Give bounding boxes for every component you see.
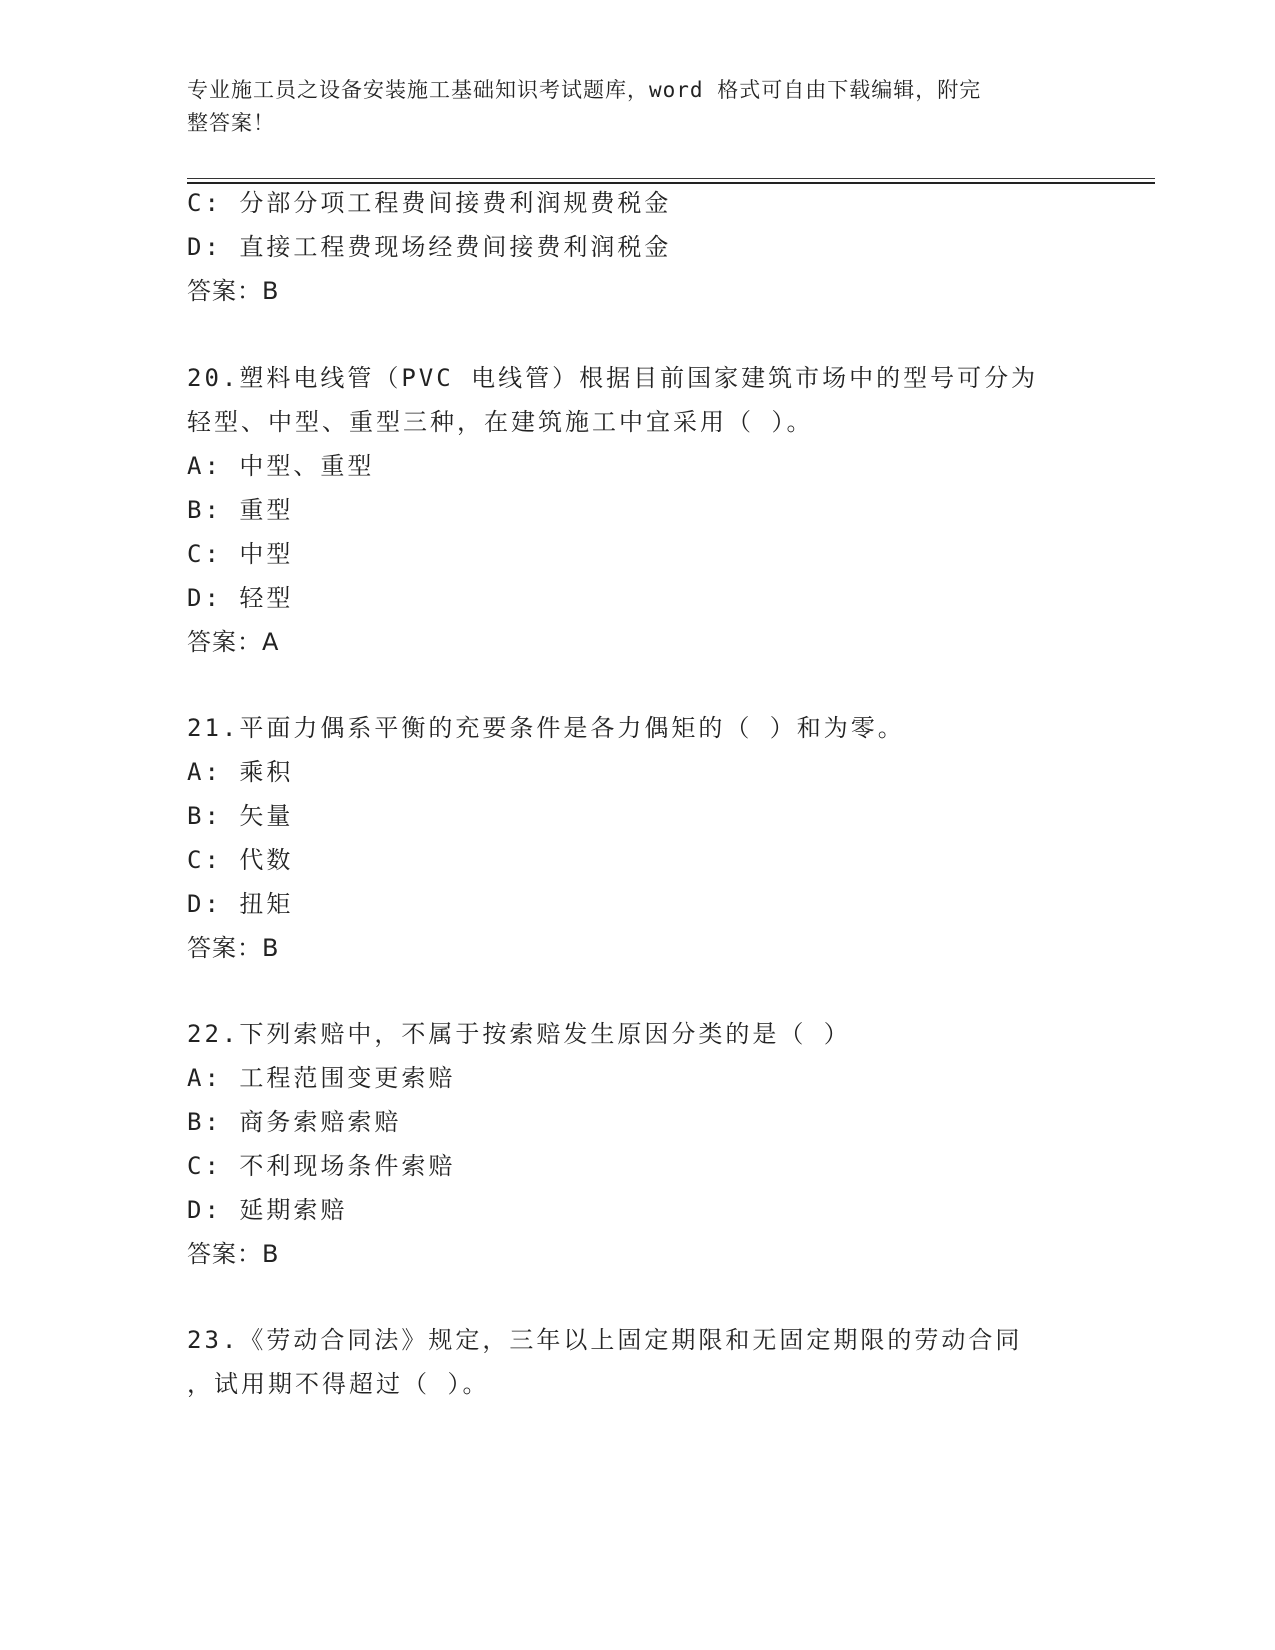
header-line-1: 专业施工员之设备安装施工基础知识考试题库，word 格式可自由下载编辑，附完 bbox=[187, 78, 982, 102]
q21-answer: 答案：B bbox=[187, 934, 280, 962]
q20-option-d: D: 轻型 bbox=[187, 584, 294, 612]
q22-option-d: D: 延期索赔 bbox=[187, 1196, 348, 1224]
q21-option-c: C: 代数 bbox=[187, 846, 294, 874]
q19-answer: 答案：B bbox=[187, 277, 280, 305]
q20-option-a: A: 中型、重型 bbox=[187, 452, 375, 480]
q23-stem-line-1: 23.《劳动合同法》规定，三年以上固定期限和无固定期限的劳动合同 bbox=[187, 1326, 1023, 1354]
q20-answer: 答案：A bbox=[187, 628, 280, 656]
q22-option-a: A: 工程范围变更索赔 bbox=[187, 1064, 456, 1092]
q22-option-c: C: 不利现场条件索赔 bbox=[187, 1152, 456, 1180]
q22-option-b: B: 商务索赔索赔 bbox=[187, 1108, 402, 1136]
q21-option-b: B: 矢量 bbox=[187, 802, 294, 830]
q21-option-d: D: 扭矩 bbox=[187, 890, 294, 918]
q21-option-a: A: 乘积 bbox=[187, 758, 294, 786]
q23-stem-line-2: ，试用期不得超过（ ）。 bbox=[187, 1370, 490, 1398]
header-divider-thick bbox=[187, 182, 1155, 184]
q20-stem-line-1: 20.塑料电线管（PVC 电线管）根据目前国家建筑市场中的型号可分为 bbox=[187, 364, 1039, 392]
q22-stem-line-1: 22.下列索赔中，不属于按索赔发生原因分类的是（ ） bbox=[187, 1020, 851, 1048]
q20-option-b: B: 重型 bbox=[187, 496, 294, 524]
q20-stem-line-2: 轻型、中型、重型三种，在建筑施工中宜采用（ ）。 bbox=[187, 408, 814, 436]
q20-option-c: C: 中型 bbox=[187, 540, 294, 568]
q19-option-d: D: 直接工程费现场经费间接费利润税金 bbox=[187, 233, 672, 261]
document-header bbox=[187, 74, 1067, 140]
q22-answer: 答案：B bbox=[187, 1240, 280, 1268]
header-divider-thin bbox=[187, 178, 1155, 179]
header-line-2: 整答案！ bbox=[187, 111, 275, 135]
q19-option-c: C: 分部分项工程费间接费利润规费税金 bbox=[187, 189, 672, 217]
q21-stem-line-1: 21.平面力偶系平衡的充要条件是各力偶矩的（ ）和为零。 bbox=[187, 714, 905, 742]
